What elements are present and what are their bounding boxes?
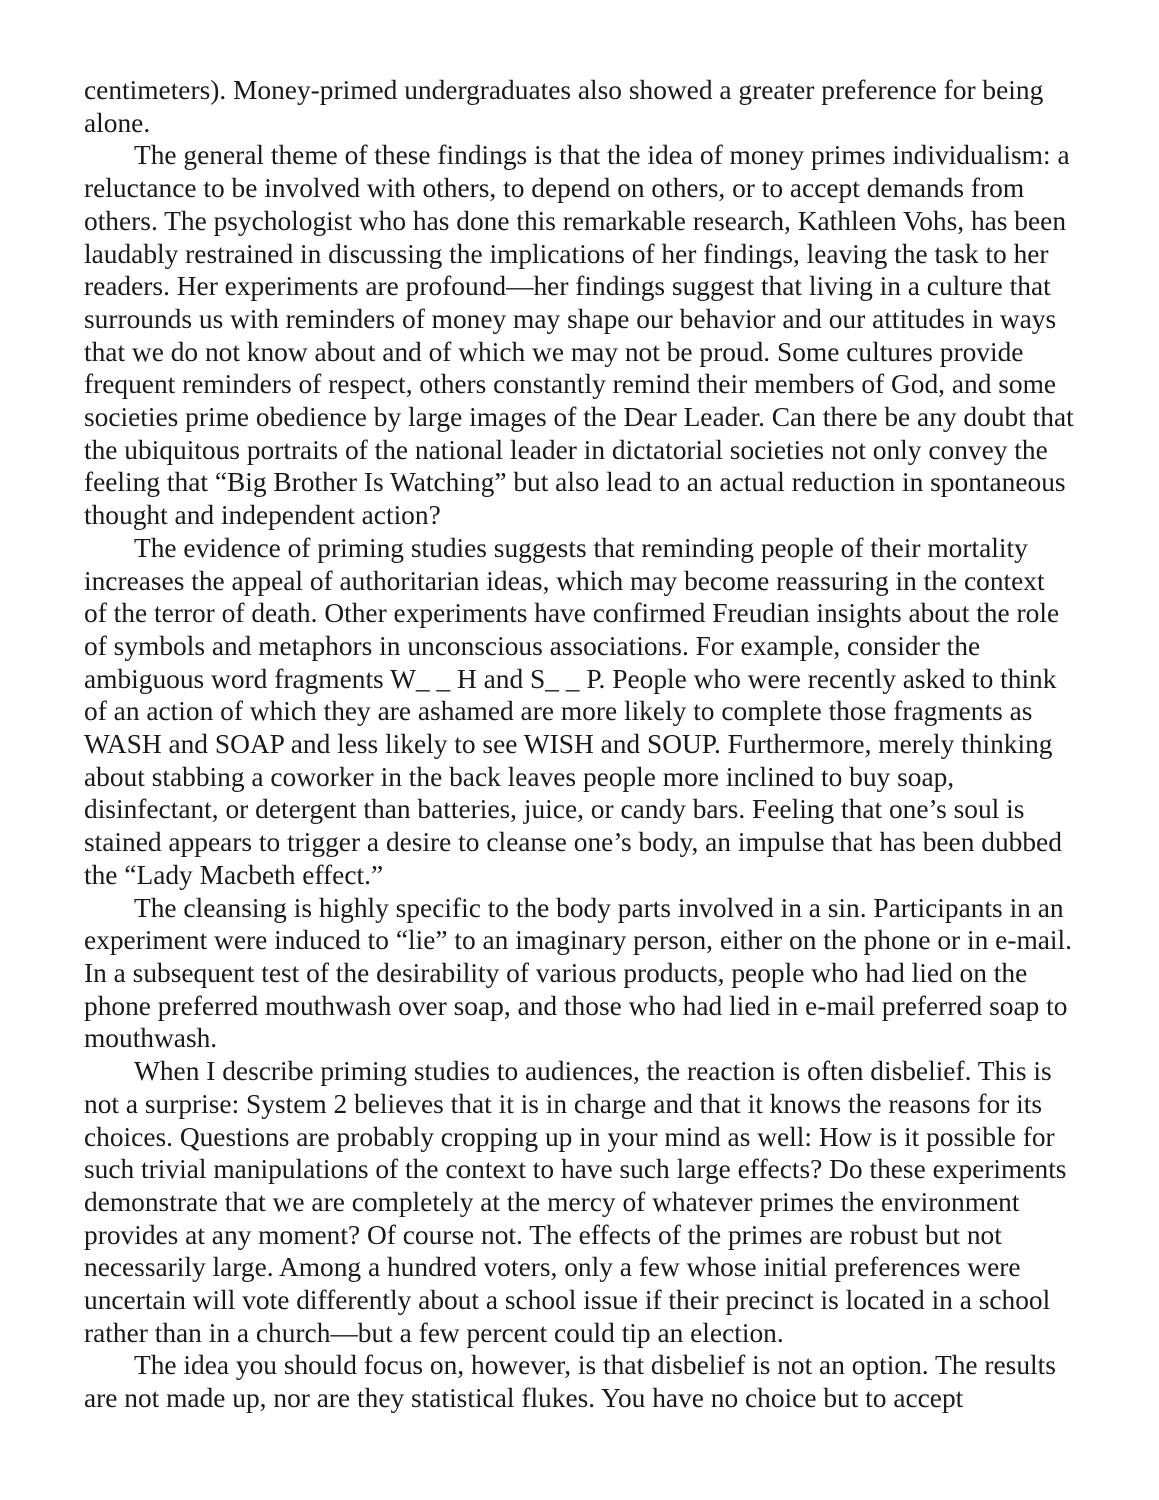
paragraph-6: The idea you should focus on, however, is that disbelief is not an option. The results are not made up, nor are they statistical flukes. You have no choice but to accept [84, 1350, 1056, 1414]
document-page [84, 74, 1074, 1415]
paragraph-3: The evidence of priming studies suggests that reminding people of their mortality increases the appeal of authoritarian ideas, which may become reassuring in the context of the terror of death. Other experiments have confirmed Freudian insights about the role of symbols and metaphors in unconscious associations. For example, consider the ambiguous word fragments W_ _ H and S_ _ P. People who were recently asked to think of an action of which they are ashamed are more likely to complete those fragments as WASH and SOAP and less likely to see WISH and SOUP. Furthermore, merely thinking about stabbing a coworker in the back leaves people more inclined to buy soap, disinfectant, or detergent than batteries, juice, or candy bars. Feeling that one’s soul is stained appears to trigger a desire to cleanse one’s body, an impulse that has been dubbed the “Lady Macbeth effect.” [84, 532, 1062, 890]
paragraph-5: When I describe priming studies to audiences, the reaction is often disbelief. This is not a surprise: System 2 believes that it is in charge and that it knows the reasons for its choices. Questions are probably cropping up in your mind as well: How is it possible for such trivial manipulations of the context to have such large effects? Do these experiments demonstrate that we are completely at the mercy of whatever primes the environment provides at any moment? Of course not. The effects of the primes are robust but not necessarily large. Among a hundred voters, only a few whose initial preferences were uncertain will vote differently about a school issue if their precinct is located in a school rather than in a church—but a few percent could tip an election. [84, 1056, 1067, 1348]
paragraph-1: centimeters). Money-primed undergraduates also showed a greater preference for being alone. [84, 75, 1044, 138]
paragraph-2: The general theme of these findings is that the idea of money primes individualism: a reluctance to be involved with others, to depend on others, or to accept demands from others. The psychologist who has done this remarkable research, Kathleen Vohs, has been laudably restrained in discussing the implications of her findings, leaving the task to her readers. Her experiments are profound—her findings suggest that living in a culture that surrounds us with reminders of money may shape our behavior and our attitudes in ways that we do not know about and of which we may not be proud. Some cultures provide frequent reminders of respect, others constantly remind their members of God, and some societies prime obedience by large images of the Dear Leader. Can there be any doubt that the ubiquitous portraits of the national leader in dictatorial societies not only convey the feeling that “Big Brother Is Watching” but also lead to an actual reduction in spontaneous thought and independent action? [84, 140, 1074, 531]
paragraph-4: The cleansing is highly specific to the body parts involved in a sin. Participants in an experiment were induced to “lie” to an imaginary person, either on the phone or in e-mail. In a subsequent test of the desirability of various products, people who had lied on the phone preferred mouthwash over soap, and those who had lied in e-mail preferred soap to mouthwash. [84, 892, 1072, 1054]
